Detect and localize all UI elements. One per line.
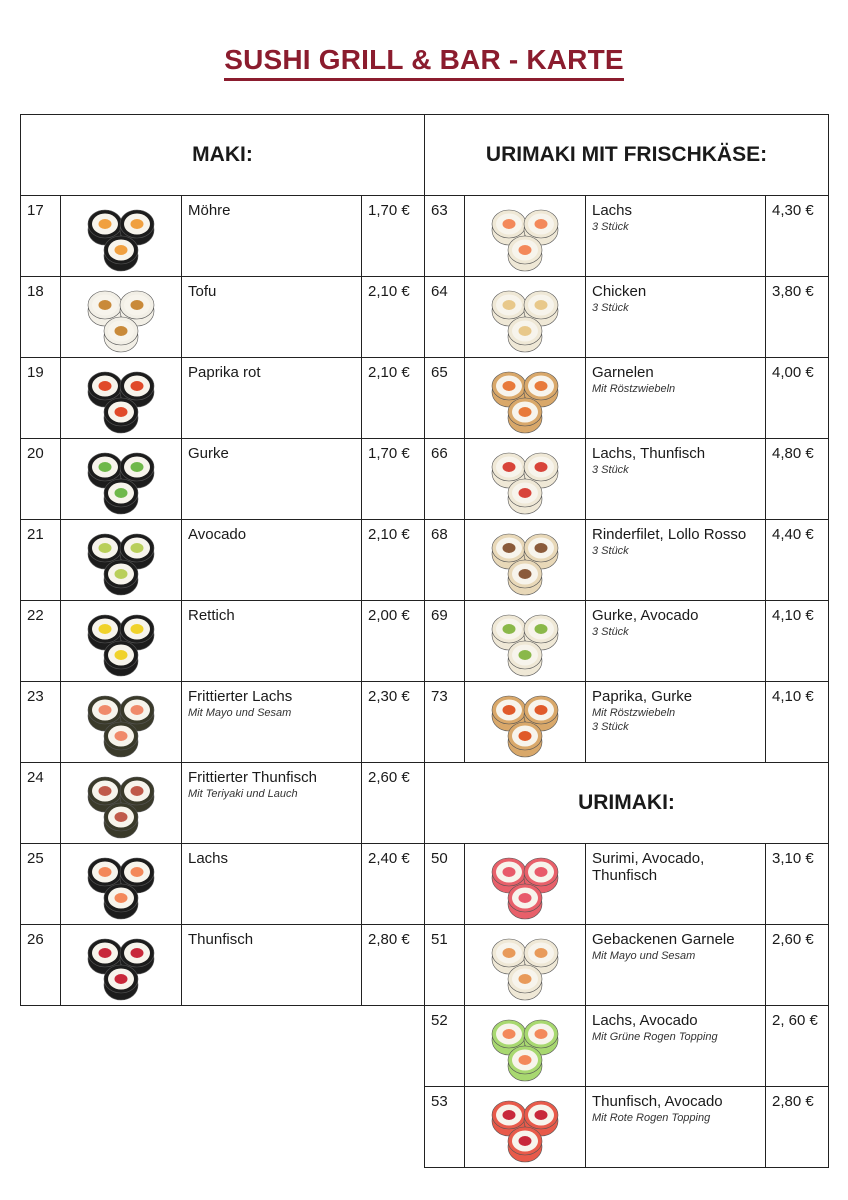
item-number: 20 <box>21 439 61 519</box>
item-name-cell <box>182 601 362 681</box>
urimaki-section <box>424 114 829 1168</box>
item-image <box>61 358 182 438</box>
item-name: Lachs, Thunfisch <box>592 445 706 462</box>
item-name: Tofu <box>188 283 217 300</box>
item-image <box>465 196 586 276</box>
urimaki-salmon-roll <box>479 200 571 272</box>
item-name-cell <box>586 439 766 519</box>
item-price: 4,10 € <box>772 607 814 624</box>
item-price: 2,10 € <box>368 364 410 381</box>
maki-red-pepper-roll <box>75 362 167 434</box>
item-name-cell <box>586 196 766 276</box>
item-image <box>465 601 586 681</box>
maki-avocado-roll <box>75 524 167 596</box>
item-image <box>465 520 586 600</box>
item-name: Gurke, Avocado <box>592 607 699 624</box>
urimaki-shrimp-roll <box>479 362 571 434</box>
maki-tuna-roll <box>75 929 167 1001</box>
urimaki-salmon-tuna-roll <box>479 443 571 515</box>
item-price: 4,10 € <box>772 688 814 705</box>
item-image <box>465 358 586 438</box>
maki-carrot-roll <box>75 200 167 272</box>
item-price: 2,10 € <box>368 283 410 300</box>
item-image <box>61 763 182 843</box>
urimaki-header: URIMAKI: <box>424 763 829 844</box>
menu-item-row <box>20 763 425 844</box>
menu-item-row <box>20 520 425 601</box>
item-name-cell <box>182 682 362 762</box>
maki-fried-tuna-roll <box>75 767 167 839</box>
menu-title-wrap <box>0 44 848 81</box>
item-name: Frittierter Lachs <box>188 688 293 705</box>
urimaki-cucumber-avocado-roll <box>479 605 571 677</box>
item-name-cell <box>586 601 766 681</box>
item-image <box>61 925 182 1005</box>
item-number: 50 <box>425 844 465 924</box>
item-name: Gebackenen Garnele <box>592 931 735 948</box>
menu-item-row <box>20 358 425 439</box>
item-name: Lachs, Avocado <box>592 1012 698 1029</box>
maki-radish-roll <box>75 605 167 677</box>
urimaki-surimi-tuna-roll <box>479 848 571 920</box>
urimaki-beef-roll <box>479 524 571 596</box>
urimaki-cheese-rows <box>424 196 829 763</box>
item-name: Avocado <box>188 526 247 543</box>
item-name: Thunfisch <box>188 931 254 948</box>
item-price: 2, 60 € <box>772 1012 818 1029</box>
menu-item-row <box>20 439 425 520</box>
item-description: 3 Stück <box>592 302 629 314</box>
item-price: 2,40 € <box>368 850 410 867</box>
item-price: 4,80 € <box>772 445 814 462</box>
item-price: 2,10 € <box>368 526 410 543</box>
item-image <box>465 925 586 1005</box>
item-number: 23 <box>21 682 61 762</box>
item-description: 3 Stück <box>592 221 629 233</box>
item-description: Mit Teriyaki und Lauch <box>188 788 298 800</box>
item-number: 66 <box>425 439 465 519</box>
item-price: 1,70 € <box>368 202 410 219</box>
maki-section <box>20 114 425 1006</box>
item-price: 4,40 € <box>772 526 814 543</box>
item-number: 65 <box>425 358 465 438</box>
item-description-2: 3 Stück <box>592 721 629 733</box>
item-price: 3,80 € <box>772 283 814 300</box>
item-image <box>61 196 182 276</box>
item-image <box>61 601 182 681</box>
item-name: Möhre <box>188 202 231 219</box>
maki-fried-salmon-roll <box>75 686 167 758</box>
menu-item-row <box>20 277 425 358</box>
menu-item-row <box>424 520 829 601</box>
item-name-cell <box>182 520 362 600</box>
item-name-cell <box>182 925 362 1005</box>
item-number: 26 <box>21 925 61 1005</box>
item-number: 52 <box>425 1006 465 1086</box>
menu-item-row <box>424 682 829 763</box>
urimaki-baked-shrimp-roll <box>479 929 571 1001</box>
item-price: 4,30 € <box>772 202 814 219</box>
item-name-cell <box>586 277 766 357</box>
item-name-cell <box>182 196 362 276</box>
menu-item-row <box>20 844 425 925</box>
item-image <box>465 439 586 519</box>
item-name-cell <box>586 844 766 924</box>
item-price: 2,30 € <box>368 688 410 705</box>
item-description: Mit Grüne Rogen Topping <box>592 1031 718 1043</box>
item-price: 2,60 € <box>772 931 814 948</box>
item-name-cell <box>586 925 766 1005</box>
item-name: Surimi, Avocado, Thunfisch <box>592 850 705 884</box>
item-number: 64 <box>425 277 465 357</box>
item-name-cell <box>182 277 362 357</box>
menu-title: SUSHI GRILL & BAR - KARTE <box>224 44 624 81</box>
item-number: 68 <box>425 520 465 600</box>
menu-item-row <box>20 682 425 763</box>
item-number: 73 <box>425 682 465 762</box>
urimaki-red-roe-roll <box>479 1091 571 1163</box>
item-number: 22 <box>21 601 61 681</box>
maki-tofu-roll <box>75 281 167 353</box>
item-image <box>465 1006 586 1086</box>
item-name-cell <box>586 358 766 438</box>
item-image <box>465 844 586 924</box>
maki-cucumber-roll <box>75 443 167 515</box>
item-description: Mit Mayo und Sesam <box>188 707 292 719</box>
menu-item-row <box>20 925 425 1006</box>
item-image <box>61 844 182 924</box>
item-name-cell <box>182 763 362 843</box>
item-description: 3 Stück <box>592 626 629 638</box>
item-name: Paprika rot <box>188 364 261 381</box>
item-name: Garnelen <box>592 364 654 381</box>
item-number: 51 <box>425 925 465 1005</box>
item-price: 2,00 € <box>368 607 410 624</box>
item-name: Thunfisch, Avocado <box>592 1093 723 1110</box>
item-name-cell <box>586 1087 766 1167</box>
maki-salmon-roll <box>75 848 167 920</box>
menu-item-row <box>424 601 829 682</box>
item-price: 2,80 € <box>368 931 410 948</box>
item-number: 69 <box>425 601 465 681</box>
menu-item-row <box>424 1087 829 1168</box>
urimaki-cheese-header: URIMAKI MIT FRISCHKÄSE: <box>424 114 829 196</box>
item-image <box>61 439 182 519</box>
menu-item-row <box>20 196 425 277</box>
urimaki-rows <box>424 844 829 1168</box>
menu-item-row <box>20 601 425 682</box>
menu-item-row <box>424 925 829 1006</box>
item-number: 25 <box>21 844 61 924</box>
item-number: 19 <box>21 358 61 438</box>
item-price: 3,10 € <box>772 850 814 867</box>
item-price: 1,70 € <box>368 445 410 462</box>
item-name: Paprika, Gurke <box>592 688 693 705</box>
item-description: 3 Stück <box>592 464 629 476</box>
item-name: Lachs <box>188 850 229 867</box>
urimaki-green-roe-roll <box>479 1010 571 1082</box>
item-description: Mit Rote Rogen Topping <box>592 1112 711 1124</box>
item-name-cell <box>586 682 766 762</box>
item-image <box>61 520 182 600</box>
item-number: 17 <box>21 196 61 276</box>
item-name-cell <box>182 439 362 519</box>
urimaki-pepper-cucumber-roll <box>479 686 571 758</box>
maki-header: MAKI: <box>20 114 425 196</box>
item-name-cell <box>586 520 766 600</box>
item-description: Mit Mayo und Sesam <box>592 950 696 962</box>
menu-item-row <box>424 1006 829 1087</box>
item-image <box>465 1087 586 1167</box>
menu-item-row <box>424 277 829 358</box>
item-image <box>61 682 182 762</box>
item-price: 2,60 € <box>368 769 410 786</box>
menu-item-row <box>424 358 829 439</box>
item-number: 24 <box>21 763 61 843</box>
item-name-cell <box>586 1006 766 1086</box>
item-description: Mit Röstzwiebeln <box>592 707 676 719</box>
item-number: 53 <box>425 1087 465 1167</box>
item-description: Mit Röstzwiebeln <box>592 383 676 395</box>
item-image <box>465 682 586 762</box>
item-number: 18 <box>21 277 61 357</box>
item-name: Gurke <box>188 445 229 462</box>
item-name-cell <box>182 844 362 924</box>
item-description: 3 Stück <box>592 545 629 557</box>
urimaki-chicken-roll <box>479 281 571 353</box>
maki-rows <box>20 196 425 1006</box>
item-image <box>61 277 182 357</box>
item-price: 2,80 € <box>772 1093 814 1110</box>
item-name: Rinderfilet, Lollo Rosso <box>592 526 747 543</box>
item-name: Frittierter Thunfisch <box>188 769 317 786</box>
menu-item-row <box>424 439 829 520</box>
item-name: Rettich <box>188 607 235 624</box>
item-number: 21 <box>21 520 61 600</box>
item-name: Chicken <box>592 283 647 300</box>
item-image <box>465 277 586 357</box>
menu-item-row <box>424 844 829 925</box>
menu-item-row <box>424 196 829 277</box>
item-price: 4,00 € <box>772 364 814 381</box>
item-name: Lachs <box>592 202 633 219</box>
item-number: 63 <box>425 196 465 276</box>
item-name-cell <box>182 358 362 438</box>
